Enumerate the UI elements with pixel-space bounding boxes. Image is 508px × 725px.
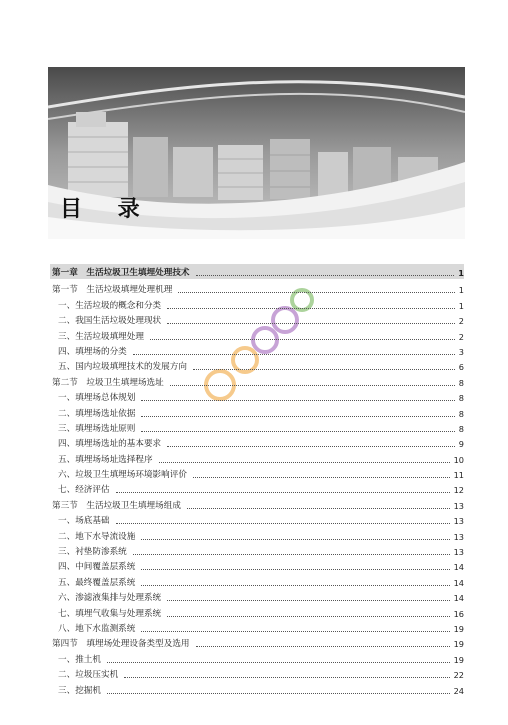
toc-entry-page: 8	[458, 408, 464, 419]
toc-entry-page: 19	[453, 639, 464, 650]
dot-leader	[124, 676, 449, 678]
toc-entry-label: 二、填埋场选址依据	[58, 408, 136, 419]
toc-entry-label: 一、推土机	[58, 654, 101, 665]
dot-leader	[159, 461, 450, 463]
toc-entry-item[interactable]	[50, 589, 464, 604]
toc-entry-page: 1	[458, 268, 464, 278]
toc-entry-item[interactable]	[50, 404, 464, 419]
toc-entry-item[interactable]	[50, 358, 464, 373]
toc-entry-page: 13	[453, 547, 464, 558]
dot-leader	[141, 568, 449, 570]
dot-leader	[170, 384, 455, 386]
toc-entry-page: 8	[458, 393, 464, 404]
toc-entry-label: 第三节 生活垃圾卫生填埋场组成	[52, 500, 181, 511]
toc-entry-page: 9	[458, 439, 464, 450]
toc-entry-page: 2	[458, 316, 464, 327]
toc-entry-item[interactable]	[50, 620, 464, 635]
toc-entry-page: 10	[453, 454, 464, 465]
dot-leader	[193, 368, 455, 370]
toc-entry-item[interactable]	[50, 512, 464, 527]
dot-leader	[141, 538, 449, 540]
toc-entry-label: 五、填埋场场址选择程序	[58, 454, 153, 465]
toc-entry-label: 二、垃圾压实机	[58, 670, 119, 681]
dot-leader	[141, 630, 449, 632]
dot-leader	[116, 522, 450, 524]
toc-entry-item[interactable]	[50, 420, 464, 435]
toc-entry-page: 12	[453, 485, 464, 496]
toc-entry-item[interactable]	[50, 604, 464, 619]
toc-entry-item[interactable]	[50, 466, 464, 481]
toc-entry-item[interactable]	[50, 435, 464, 450]
toc-entry-item[interactable]	[50, 666, 464, 681]
toc-entry-item[interactable]	[50, 650, 464, 665]
dot-leader	[167, 322, 455, 324]
dot-leader	[107, 661, 450, 663]
dot-leader	[196, 274, 455, 276]
toc-entry-section[interactable]	[50, 373, 464, 388]
table-of-contents	[50, 264, 464, 697]
toc-entry-label: 二、地下水导流设施	[58, 531, 136, 542]
toc-entry-label: 第二节 垃圾卫生填埋场选址	[52, 377, 164, 388]
toc-entry-label: 一、填埋场总体规划	[58, 393, 136, 404]
toc-entry-page: 6	[458, 362, 464, 373]
dot-leader	[187, 507, 450, 509]
toc-entry-section[interactable]	[50, 281, 464, 296]
toc-entry-label: 五、最终覆盖层系统	[58, 577, 136, 588]
toc-entry-page: 19	[453, 654, 464, 665]
contents-title: 目 录	[60, 197, 154, 222]
toc-entry-label: 六、垃圾卫生填埋场环境影响评价	[58, 470, 187, 481]
toc-entry-label: 六、渗滤液集排与处理系统	[58, 593, 162, 604]
toc-entry-item[interactable]	[50, 296, 464, 311]
toc-entry-label: 三、挖掘机	[58, 685, 101, 696]
toc-entry-page: 8	[458, 423, 464, 434]
toc-entry-label: 第一节 生活垃圾填埋处理机理	[52, 285, 173, 296]
toc-entry-page: 14	[453, 562, 464, 573]
toc-entry-chapter[interactable]	[50, 264, 464, 279]
toc-entry-item[interactable]	[50, 573, 464, 588]
toc-entry-page: 14	[453, 577, 464, 588]
dot-leader	[141, 584, 449, 586]
toc-entry-label: 二、我国生活垃圾处理现状	[58, 316, 162, 327]
dot-leader	[141, 399, 454, 401]
toc-entry-page: 19	[453, 623, 464, 634]
toc-entry-page: 13	[453, 531, 464, 542]
dot-leader	[167, 445, 455, 447]
toc-entry-page: 13	[453, 516, 464, 527]
toc-entry-item[interactable]	[50, 312, 464, 327]
dot-leader	[116, 491, 450, 493]
toc-entry-item[interactable]	[50, 481, 464, 496]
toc-entry-label: 三、生活垃圾填埋处理	[58, 331, 144, 342]
toc-entry-label: 八、地下水监测系统	[58, 623, 136, 634]
toc-entry-label: 四、中间覆盖层系统	[58, 562, 136, 573]
cover-banner-image	[48, 67, 465, 239]
toc-entry-page: 24	[453, 685, 464, 696]
toc-entry-item[interactable]	[50, 327, 464, 342]
dot-leader	[193, 476, 450, 478]
toc-entry-page: 2	[458, 331, 464, 342]
dot-leader	[167, 599, 449, 601]
toc-entry-label: 三、衬垫防渗系统	[58, 547, 127, 558]
dot-leader	[167, 307, 455, 309]
toc-entry-page: 1	[458, 285, 464, 296]
toc-entry-item[interactable]	[50, 343, 464, 358]
toc-entry-page: 22	[453, 670, 464, 681]
dot-leader	[133, 353, 455, 355]
toc-entry-section[interactable]	[50, 635, 464, 650]
dot-leader	[167, 615, 449, 617]
toc-entry-item[interactable]	[50, 558, 464, 573]
dot-leader	[150, 338, 455, 340]
dot-leader	[141, 415, 454, 417]
toc-entry-page: 8	[458, 377, 464, 388]
dot-leader	[141, 430, 454, 432]
toc-entry-page: 3	[458, 346, 464, 357]
toc-entry-label: 五、国内垃圾填埋技术的发展方向	[58, 362, 187, 373]
toc-entry-label: 第一章 生活垃圾卫生填埋处理技术	[52, 268, 190, 278]
toc-entry-section[interactable]	[50, 496, 464, 511]
toc-entry-label: 四、填埋场选址的基本要求	[58, 439, 162, 450]
toc-entry-label: 七、经济评估	[58, 485, 110, 496]
toc-entry-item[interactable]	[50, 527, 464, 542]
dot-leader	[107, 692, 450, 694]
toc-entry-page: 14	[453, 593, 464, 604]
toc-entry-item[interactable]	[50, 681, 464, 696]
toc-entry-label: 第四节 填埋场处理设备类型及选用	[52, 639, 190, 650]
dot-leader	[178, 291, 454, 293]
toc-entry-label: 四、填埋场的分类	[58, 346, 127, 357]
toc-entry-item[interactable]	[50, 389, 464, 404]
toc-entry-label: 三、填埋场选址原则	[58, 423, 136, 434]
dot-leader	[133, 553, 450, 555]
toc-entry-page: 13	[453, 500, 464, 511]
dot-leader	[196, 645, 450, 647]
toc-entry-label: 七、填埋气收集与处理系统	[58, 608, 162, 619]
toc-entry-page: 16	[453, 608, 464, 619]
toc-entry-item[interactable]	[50, 543, 464, 558]
toc-entry-label: 一、生活垃圾的概念和分类	[58, 300, 162, 311]
toc-entry-item[interactable]	[50, 450, 464, 465]
toc-entry-page: 11	[453, 470, 464, 481]
toc-entry-label: 一、场底基础	[58, 516, 110, 527]
toc-entry-page: 1	[458, 300, 464, 311]
